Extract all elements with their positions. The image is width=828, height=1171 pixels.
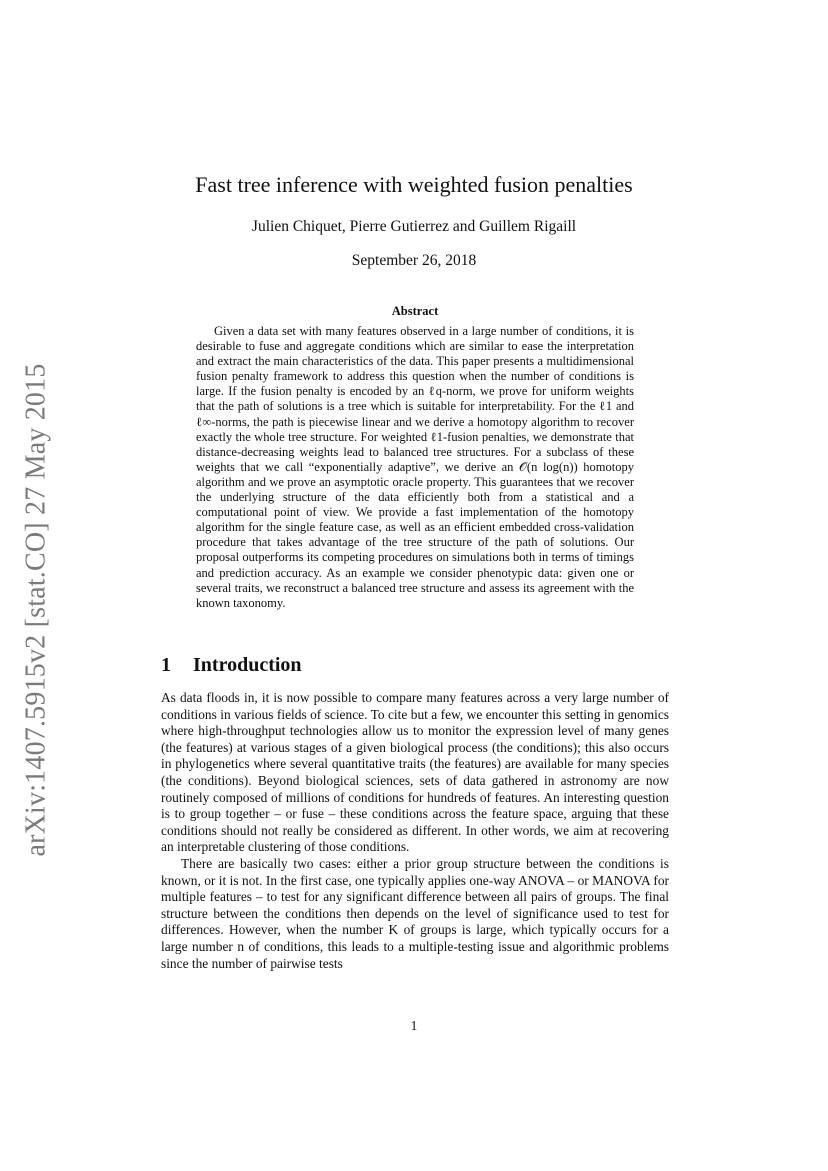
paper-date: September 26, 2018 <box>351 252 477 269</box>
introduction-body <box>161 690 669 972</box>
arxiv-identifier-stamp <box>15 360 59 860</box>
page-number: 1 <box>410 1018 418 1033</box>
abstract-text: Given a data set with many features observed in a large number of conditions, it is desirable to fuse and aggregate conditions which are similar to ease the interpretation and extract the main characteristics of the data. This paper presents a multidimensional fusion penalty framework to address this question when the number of conditions is large. If the fusion penalty is encoded by an ℓq-norm, we prove for uniform weights that the path of solutions is a tree which is suitable for interpretability. For the ℓ1 and ℓ∞-norms, the path is piecewise linear and we derive a homotopy algorithm to recover exactly the whole tree structure. For weighted ℓ1-fusion penalties, we demonstrate that distance-decreasing weights lead to balanced tree structures. For a subclass of these weights that we call “exponentially adaptive”, we derive an 𝒪(n log(n)) homotopy algorithm and we prove an asymptotic oracle property. This guarantees that we recover the underlying structure of the data efficiently both from a statistical and a computational point of view. We provide a fast implementation of the homotopy algorithm for the single feature case, as well as an efficient embedded cross-validation procedure that takes advantage of the tree structure of the path of solutions. Our proposal outperforms its competing procedures on simulations both in terms of timings and prediction accuracy. As an example we consider phenotypic data: given one or several traits, we reconstruct a balanced tree structure and assess its agreement with the known taxonomy. <box>196 324 634 610</box>
section-number: 1 <box>161 654 171 676</box>
abstract-heading: Abstract <box>391 304 439 318</box>
paragraph: As data floods in, it is now possible to compare many features across a very large number of conditions in various fields of science. To cite but a few, we encounter this setting in genomics where high-throughput technologies allow us to monitor the expression level of many genes (the features) at various stages of a given biological process (the conditions); this also occurs in phylogenetics where several quantitative traits (the features) are available for many species (the conditions). Beyond biological sciences, sets of data gathered in astronomy are now routinely composed of millions of conditions for hundreds of features. An interesting question is to group together – or fuse – these conditions across the feature space, arguing that these conditions should not really be considered as different. In other words, we aim at recovering an interpretable clustering of those conditions. <box>161 690 669 855</box>
section-heading <box>161 654 671 677</box>
paragraph: There are basically two cases: either a prior group structure between the conditions is known, or it is not. In the first case, one typically applies one-way ANOVA – or MANOVA for multiple features – to test for any significant difference between all pairs of groups. The final structure between the conditions then depends on the level of significance used to test for differences. However, when the number K of groups is large, which typically occurs for a large number n of conditions, this leads to a multiple-testing issue and algorithmic problems since the number of pairwise tests <box>161 855 669 971</box>
paper-authors: Julien Chiquet, Pierre Gutierrez and Guillem Rigaill <box>251 218 577 235</box>
section-title: Introduction <box>193 654 302 676</box>
arxiv-identifier-text: arXiv:1407.5915v2 [stat.CO] 27 May 2015 <box>21 363 52 857</box>
paper-title: Fast tree inference with weighted fusion penalties <box>195 172 633 197</box>
